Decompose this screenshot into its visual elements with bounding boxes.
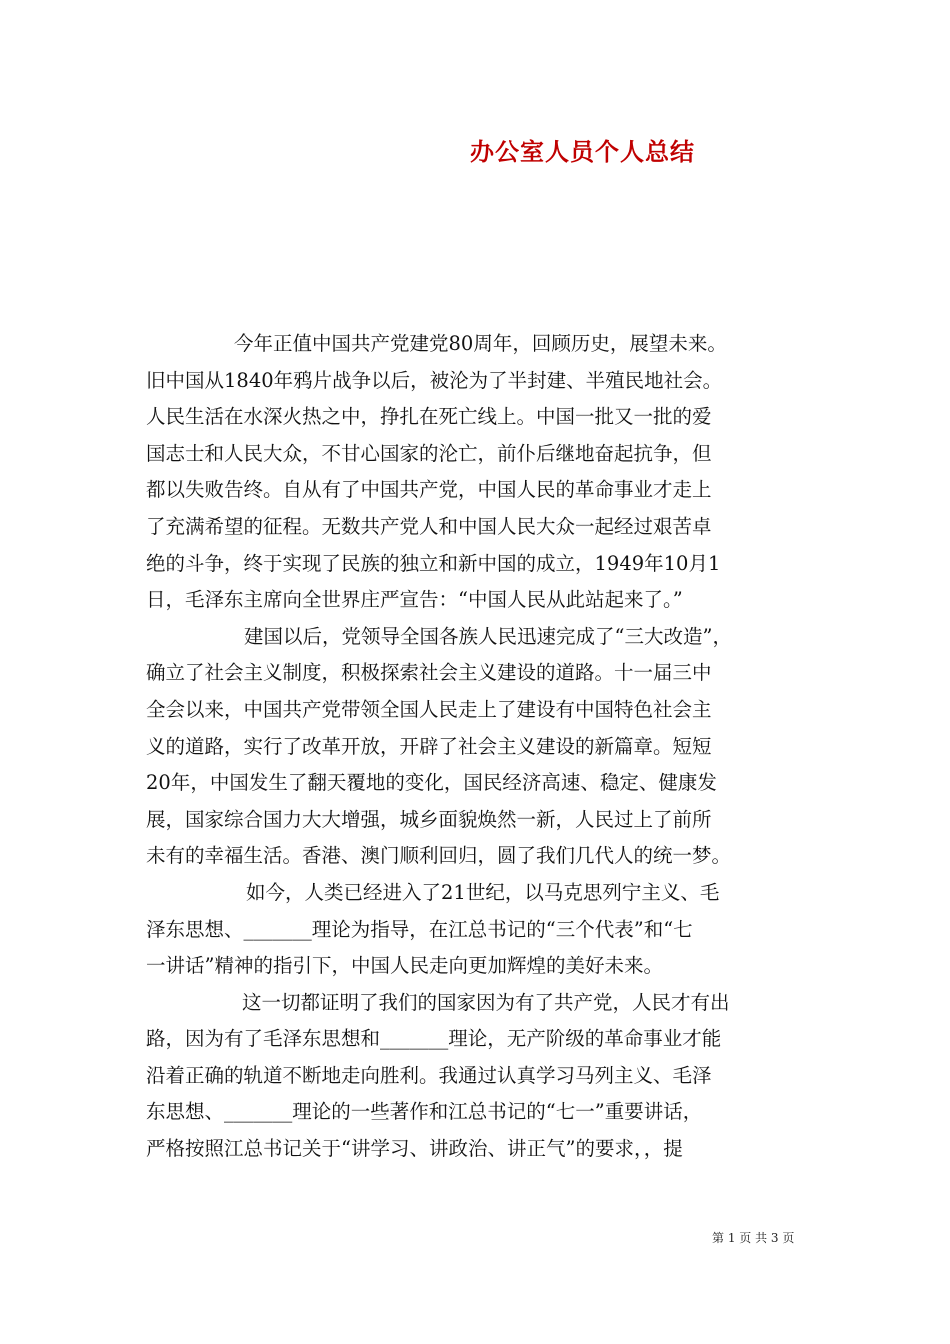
paragraph-line: 路，因为有了毛泽东思想和_______理论，无产阶级的革命事业才能 — [146, 1027, 722, 1051]
paragraph-line: 展，国家综合国力大大增强，城乡面貌焕然一新，人民过上了前所 — [146, 807, 712, 831]
paragraph-line: 泽东思想、_______理论为指导，在江总书记的“三个代表”和“七 — [146, 917, 693, 941]
document-title: 办公室人员个人总结 — [470, 137, 695, 166]
paragraph-line: 人民生活在水深火热之中，挣扎在死亡线上。中国一批又一批的爱 — [146, 405, 712, 429]
paragraph-line: 20年，中国发生了翻天覆地的变化，国民经济高速、稳定、健康发 — [146, 771, 717, 795]
paragraph-line: 旧中国从1840年鸦片战争以后，被沦为了半封建、半殖民地社会。 — [146, 368, 723, 392]
document-body — [146, 326, 814, 1168]
paragraph-line: 东思想、_______理论的一些著作和江总书记的“七一”重要讲话， — [146, 1100, 703, 1124]
paragraph-line: 国志士和人民大众，不甘心国家的沦亡，前仆后继地奋起抗争，但 — [146, 441, 712, 465]
paragraph-line: 未有的幸福生活。香港、澳门顺利回归，圆了我们几代人的统一梦。 — [146, 844, 732, 868]
paragraph-line: 了充满希望的征程。无数共产党人和中国人民大众一起经过艰苦卓 — [146, 514, 712, 538]
paragraph-line: 确立了社会主义制度，积极探索社会主义建设的道路。十一届三中 — [146, 661, 712, 685]
paragraph-line: 今年正值中国共产党建党80周年，回顾历史，展望未来。 — [234, 332, 727, 355]
paragraph-line: 建国以后，党领导全国各族人民迅速完成了“三大改造”， — [244, 624, 732, 648]
paragraph-line: 一讲话”精神的指引下，中国人民走向更加辉煌的美好未来。 — [146, 954, 663, 978]
paragraph-line: 全会以来，中国共产党带领全国人民走上了建设有中国特色社会主 — [146, 697, 712, 721]
paragraph-line: 沿着正确的轨道不断地走向胜利。我通过认真学习马列主义、毛泽 — [146, 1063, 712, 1087]
paragraph-line: 日，毛泽东主席向全世界庄严宣告：“中国人民从此站起来了。” — [146, 588, 683, 612]
paragraph-line: 都以失败告终。自从有了中国共产党，中国人民的革命事业才走上 — [146, 478, 712, 502]
page-footer: 第 1 页 共 3 页 — [712, 1231, 795, 1245]
paragraph-line: 绝的斗争，终于实现了民族的独立和新中国的成立，1949年10月1 — [146, 551, 721, 575]
paragraph-line: 这一切都证明了我们的国家因为有了共产党，人民才有出 — [242, 990, 730, 1014]
paragraph-line: 如今，人类已经进入了21世纪，以马克思列宁主义、毛 — [246, 880, 720, 904]
paragraph-line: 义的道路，实行了改革开放，开辟了社会主义建设的新篇章。短短 — [146, 734, 712, 758]
paragraph-line: 严格按照江总书记关于“讲学习、讲政治、讲正气”的要求，，提 — [146, 1137, 683, 1161]
